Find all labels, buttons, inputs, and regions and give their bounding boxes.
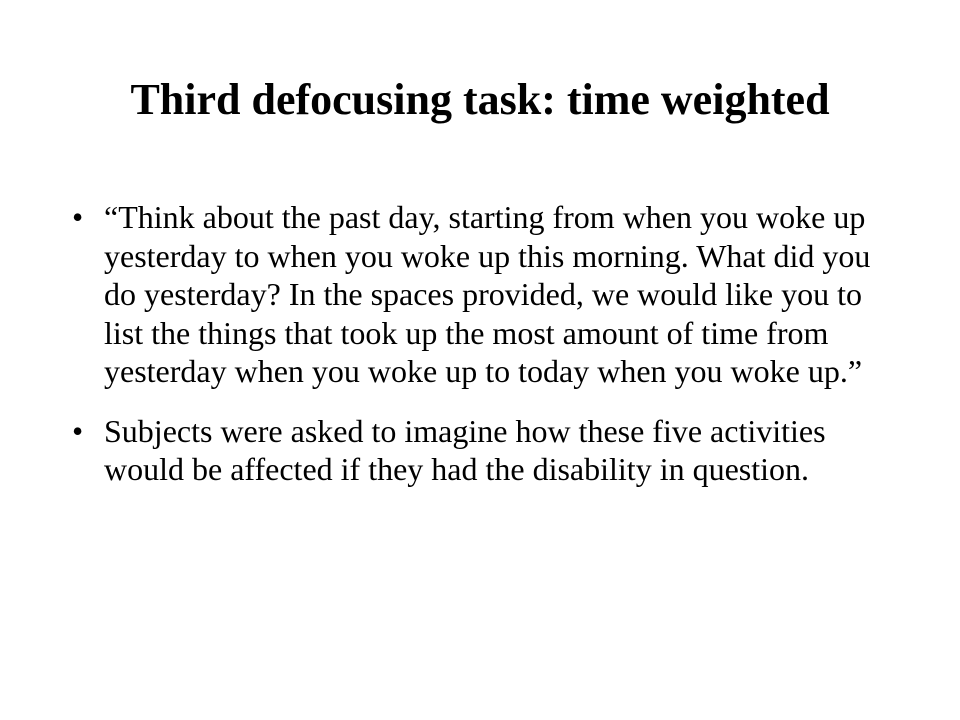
bullet-text-quote: “Think about the past day, starting from when you woke up yesterday to when you woke up this morning. What did you do yesterday? In the spaces provided, we would like you to list the things that took up the most amount of time from yesterday when you woke up to today when you woke up.” (104, 199, 871, 389)
bullet-list (68, 198, 898, 510)
bullet-dot-icon: • (72, 412, 84, 449)
bullet-item-subjects (68, 412, 898, 489)
slide-title: Third defocusing task: time weighted (130, 75, 830, 124)
bullet-dot-icon: • (72, 199, 84, 235)
bullet-item-quote (68, 198, 898, 391)
bullet-text-subjects: Subjects were asked to imagine how these five activities would be affected if they had the disability in question. (104, 412, 826, 487)
